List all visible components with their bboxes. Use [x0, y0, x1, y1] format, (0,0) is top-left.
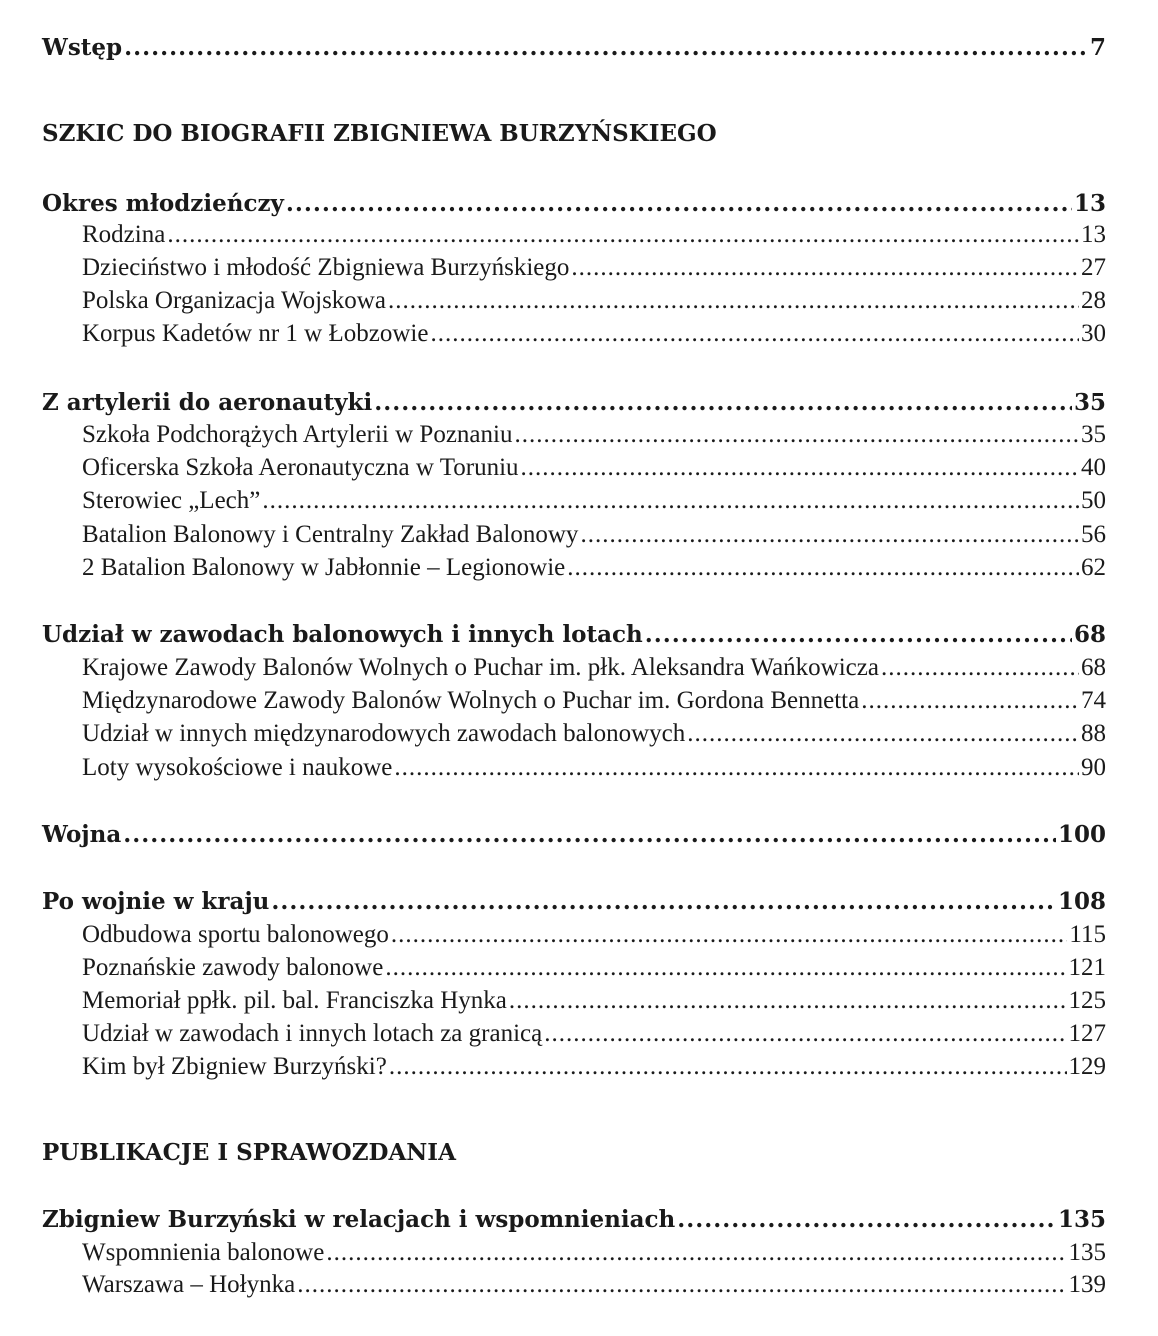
toc-page-number: 127 [1068, 1020, 1106, 1047]
dot-leader [391, 921, 1068, 949]
toc-entry-title: Wstęp [42, 34, 123, 61]
toc-page-number: 13 [1073, 190, 1106, 217]
toc-page-number: 68 [1073, 621, 1106, 648]
toc-page-number: 121 [1068, 954, 1106, 981]
toc-page-number: 100 [1057, 821, 1106, 848]
dot-leader [521, 454, 1079, 482]
toc-entry-title: Rodzina [82, 221, 166, 248]
toc-page-number: 129 [1068, 1053, 1106, 1080]
toc-subentry[interactable] [82, 1053, 1106, 1081]
toc-subentry[interactable] [82, 954, 1106, 982]
dot-leader [297, 1271, 1066, 1299]
toc-chapter[interactable] [42, 621, 1106, 648]
dot-leader [645, 621, 1072, 648]
toc-entry-title: Udział w zawodach balonowych i innych lotach [42, 621, 643, 648]
toc-page-number: 35 [1081, 421, 1106, 448]
toc-subentry[interactable] [82, 421, 1106, 449]
toc-entry-title: Warszawa – Hołynka [82, 1271, 296, 1298]
dot-leader [394, 754, 1079, 782]
toc-subentry[interactable] [82, 287, 1106, 315]
toc-page-number: 135 [1057, 1206, 1106, 1233]
dot-leader [167, 221, 1079, 249]
toc-page-number: 74 [1081, 687, 1106, 714]
toc-page-number: 68 [1081, 654, 1106, 681]
dot-leader [509, 987, 1067, 1015]
toc-chapter[interactable] [42, 888, 1106, 915]
toc-entry-title: Krajowe Zawody Balonów Wolnych o Puchar im. płk. Aleksandra Wańkowicza [82, 654, 879, 681]
toc-chapter[interactable] [42, 821, 1106, 848]
dot-leader [677, 1206, 1056, 1233]
toc-page-number: 56 [1081, 521, 1106, 548]
toc-subentry[interactable] [82, 921, 1106, 949]
toc-subentry[interactable] [82, 487, 1106, 515]
toc-entry-title: Batalion Balonowy i Centralny Zakład Balonowy [82, 521, 579, 548]
section-heading: PUBLIKACJE I SPRAWOZDANIA [42, 1139, 456, 1166]
toc-page-number: 30 [1081, 320, 1106, 347]
toc-page-number: 50 [1081, 487, 1106, 514]
dot-leader [687, 720, 1079, 748]
toc-page-number: 125 [1068, 987, 1106, 1014]
toc-page-number: 27 [1081, 254, 1106, 281]
toc-subentry[interactable] [82, 687, 1106, 715]
toc-subentry[interactable] [82, 554, 1106, 582]
toc-entry-title: Wojna [42, 821, 122, 848]
dot-leader [388, 287, 1079, 315]
section-heading: SZKIC DO BIOGRAFII ZBIGNIEWA BURZYŃSKIEGO [42, 120, 717, 147]
toc-page-number: 28 [1081, 287, 1106, 314]
toc-entry-title: Kim był Zbigniew Burzyński? [82, 1053, 387, 1080]
toc-entry-title: Udział w zawodach i innych lotach za granicą [82, 1020, 543, 1047]
toc-subentry[interactable] [82, 454, 1106, 482]
dot-leader [123, 821, 1056, 848]
toc-page-number: 62 [1081, 554, 1106, 581]
toc-entry-title: Udział w innych międzynarodowych zawodach balonowych [82, 720, 686, 747]
toc-entry-title: Dzieciństwo i młodość Zbigniewa Burzyńskiego [82, 254, 570, 281]
dot-leader [374, 389, 1072, 416]
toc-entry-title: Z artylerii do aeronautyki [42, 389, 373, 416]
toc-entry-title: Memoriał ppłk. pil. bal. Franciszka Hynka [82, 987, 507, 1014]
dot-leader [580, 521, 1079, 549]
toc-subentry[interactable] [82, 1271, 1106, 1299]
dot-leader [430, 320, 1079, 348]
dot-leader [567, 554, 1079, 582]
toc-page-number: 35 [1073, 389, 1106, 416]
dot-leader [124, 34, 1088, 61]
toc-subentry[interactable] [82, 254, 1106, 282]
dot-leader [861, 687, 1079, 715]
toc-subentry[interactable] [82, 221, 1106, 249]
dot-leader [385, 954, 1066, 982]
toc-subentry[interactable] [82, 1239, 1106, 1267]
toc-entry-title: Wspomnienia balonowe [82, 1239, 325, 1266]
toc-entry-title: Zbigniew Burzyński w relacjach i wspomnieniach [42, 1206, 676, 1233]
toc-page-number: 139 [1068, 1271, 1106, 1298]
toc-page-number: 108 [1057, 888, 1106, 915]
dot-leader [389, 1053, 1067, 1081]
toc-entry-title: Odbudowa sportu balonowego [82, 921, 389, 948]
toc-chapter[interactable] [42, 190, 1106, 217]
dot-leader [326, 1239, 1066, 1267]
toc-entry-title: 2 Batalion Balonowy w Jabłonnie – Legionowie [82, 554, 566, 581]
toc-page-number: 90 [1081, 754, 1106, 781]
toc-subentry[interactable] [82, 720, 1106, 748]
toc-page-number: 7 [1089, 34, 1106, 61]
toc-entry-title: Okres młodzieńczy [42, 190, 284, 217]
toc-page-number: 135 [1068, 1239, 1106, 1266]
dot-leader [571, 254, 1079, 282]
toc-entry-title: Szkoła Podchorążych Artylerii w Poznaniu [82, 421, 513, 448]
toc-entry-intro[interactable] [42, 34, 1106, 61]
toc-subentry[interactable] [82, 754, 1106, 782]
toc-chapter[interactable] [42, 1206, 1106, 1233]
toc-subentry[interactable] [82, 1020, 1106, 1048]
dot-leader [514, 421, 1079, 449]
toc-subentry[interactable] [82, 654, 1106, 682]
toc-entry-title: Poznańskie zawody balonowe [82, 954, 384, 981]
dot-leader [544, 1020, 1066, 1048]
toc-entry-title: Międzynarodowe Zawody Balonów Wolnych o Puchar im. Gordona Bennetta [82, 687, 860, 714]
toc-page-number: 13 [1081, 221, 1106, 248]
dot-leader [271, 888, 1056, 915]
toc-entry-title: Oficerska Szkoła Aeronautyczna w Toruniu [82, 454, 519, 481]
toc-chapter[interactable] [42, 389, 1106, 416]
toc-page-number: 88 [1081, 720, 1106, 747]
toc-page-number: 115 [1069, 921, 1106, 948]
toc-entry-title: Korpus Kadetów nr 1 w Łobzowie [82, 320, 429, 347]
toc-entry-title: Loty wysokościowe i naukowe [82, 754, 393, 781]
toc-subentry[interactable] [82, 521, 1106, 549]
toc-entry-title: Po wojnie w kraju [42, 888, 270, 915]
dot-leader [881, 654, 1079, 682]
toc-subentry[interactable] [82, 320, 1106, 348]
toc-entry-title: Sterowiec „Lech” [82, 487, 261, 514]
toc-entry-title: Polska Organizacja Wojskowa [82, 287, 386, 314]
toc-page-number: 40 [1081, 454, 1106, 481]
dot-leader [286, 190, 1072, 217]
toc-subentry[interactable] [82, 987, 1106, 1015]
dot-leader [262, 487, 1079, 515]
